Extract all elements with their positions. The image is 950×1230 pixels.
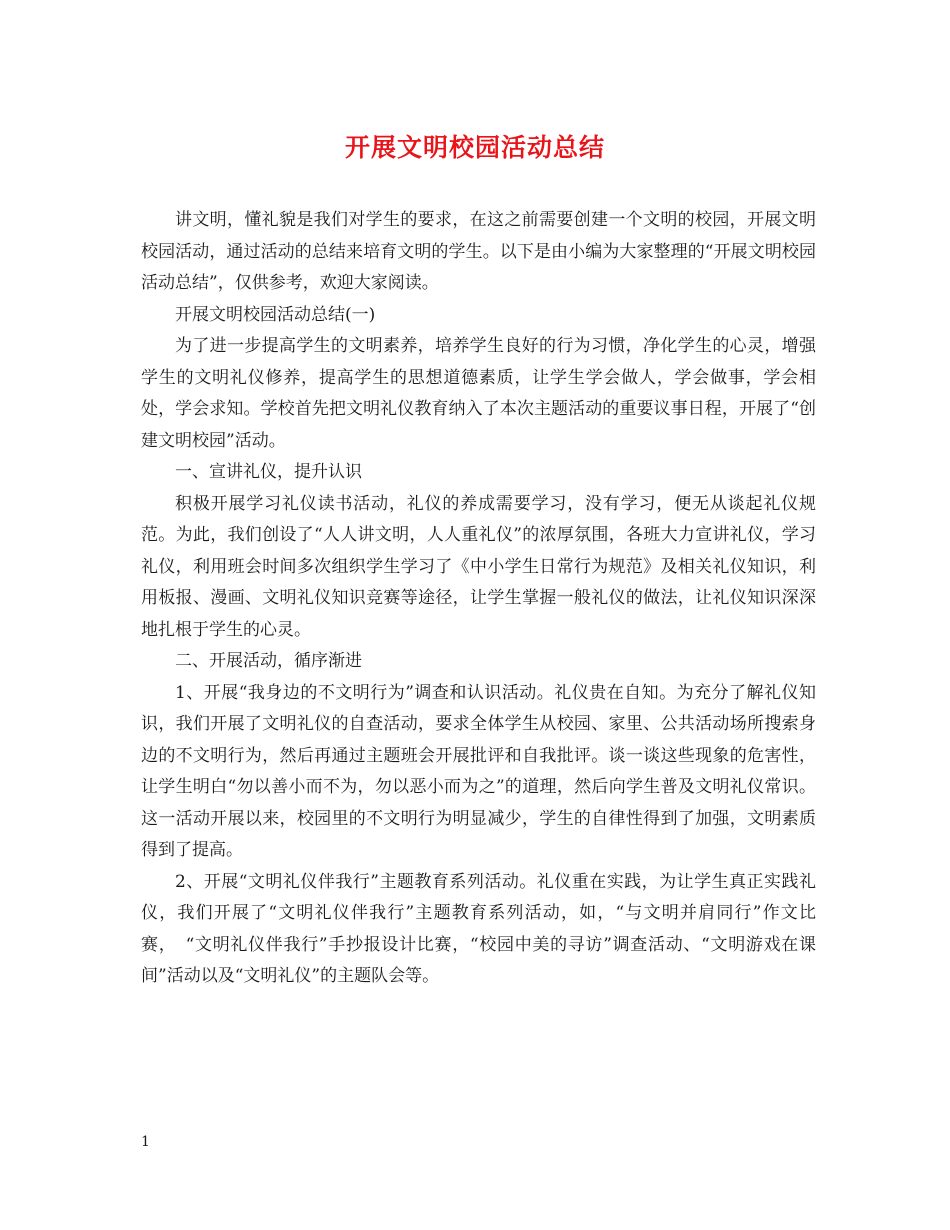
section-heading-two: 二、开展活动，循序渐进 (175, 651, 362, 671)
body-paragraph: 为了进一步提高学生的文明素养，培养学生良好的行为习惯，净化学生的心灵，增强学生的文明礼仪修养，提高学生的思想道德素质，让学生学会做人，学会做事，学会相处，学会求知。学校首先把文明礼仪教育纳入了本次主题活动的重要议事日程，开展了“创建文明校园”活动。 (141, 336, 816, 451)
section-heading-one: 一、宣讲礼仪，提升认识 (175, 462, 362, 482)
page-number: 1 (141, 1134, 150, 1150)
body-paragraph: 1、开展“我身边的不文明行为”调查和认识活动。礼仪贵在自知。为充分了解礼仪知识，我们开展了文明礼仪的自查活动，要求全体学生从校园、家里、公共活动场所搜索身边的不文明行为，然后再通过主题班会开展批评和自我批评。谈一谈这些现象的危害性，让学生明白“勿以善小而不为，勿以恶小而为之”的道理，然后向学生普及文明礼仪常识。这一活动开展以来，校园里的不文明行为明显减少，学生的自律性得到了加强，文明素质得到了提高。 (141, 682, 816, 860)
intro-paragraph: 讲文明，懂礼貌是我们对学生的要求，在这之前需要创建一个文明的校园，开展文明校园活动，通过活动的总结来培育文明的学生。以下是由小编为大家整理的“开展文明校园活动总结”，仅供参考，欢迎大家阅读。 (141, 210, 816, 293)
section-heading-summary-one: 开展文明校园活动总结(一) (175, 304, 376, 325)
document-body (141, 205, 816, 993)
document-title: 开展文明校园活动总结 (344, 133, 605, 162)
body-paragraph: 积极开展学习礼仪读书活动，礼仪的养成需要学习，没有学习，便无从谈起礼仪规范。为此，我们创设了“人人讲文明，人人重礼仪”的浓厚氛围，各班大力宣讲礼仪，学习礼仪，利用班会时间多次组织学生学习了《中小学生日常行为规范》及相关礼仪知识，利用板报、漫画、文明礼仪知识竞赛等途径，让学生掌握一般礼仪的做法，让礼仪知识深深地扎根于学生的心灵。 (141, 493, 816, 640)
body-paragraph: 2、开展“文明礼仪伴我行”主题教育系列活动。礼仪重在实践，为让学生真正实践礼仪，我们开展了“文明礼仪伴我行”主题教育系列活动，如，“与文明并肩同行”作文比赛， “文明礼仪伴我行”手抄报设计比赛，“校园中美的寻访”调查活动、“文明游戏在课间”活动以及“文明礼仪”的主题队会等。 (141, 871, 816, 986)
